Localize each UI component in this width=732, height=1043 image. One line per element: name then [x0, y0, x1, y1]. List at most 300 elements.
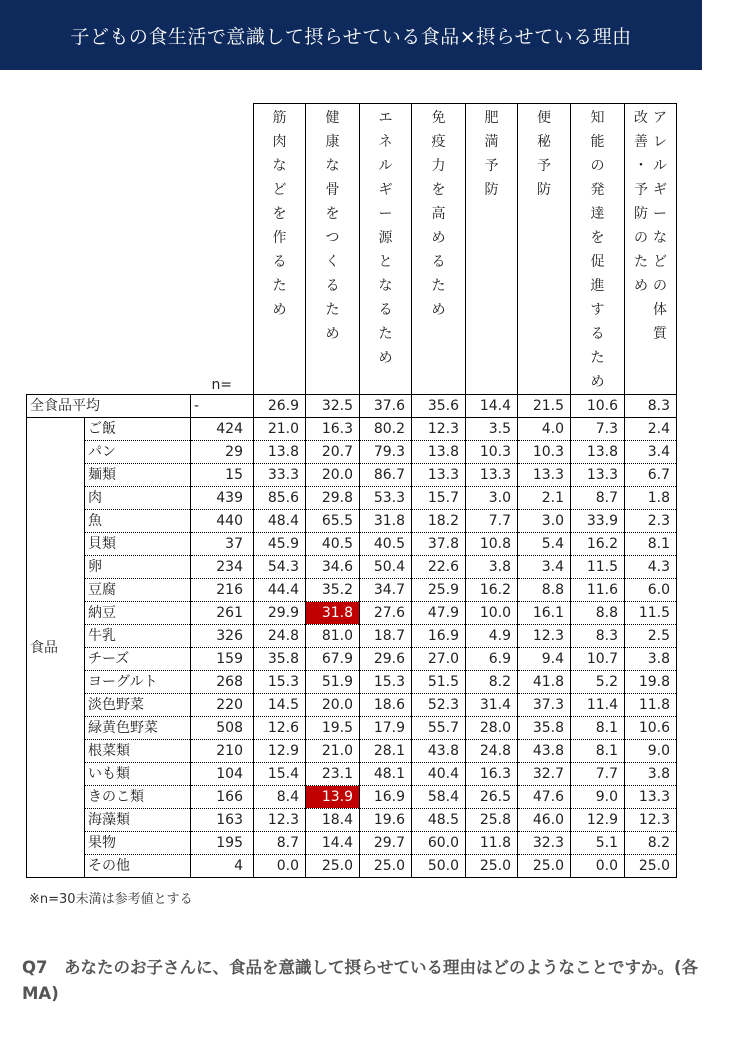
percent-value: 4.3	[625, 556, 677, 579]
percent-value: 11.8	[625, 694, 677, 717]
percent-value: 35.8	[518, 717, 571, 740]
percent-value: 47.6	[518, 786, 571, 809]
average-value: 21.5	[518, 395, 571, 418]
percent-value: 43.8	[518, 740, 571, 763]
page-title: 子どもの食生活で意識して摂らせている食品×摂らせている理由	[70, 25, 632, 48]
column-header-char: 康	[325, 134, 340, 150]
percent-value: 34.6	[306, 556, 360, 579]
percent-value: 79.3	[360, 441, 412, 464]
percent-value: 12.9	[254, 740, 306, 763]
percent-value: 3.8	[625, 648, 677, 671]
percent-value: 2.3	[625, 510, 677, 533]
percent-value: 3.8	[466, 556, 518, 579]
percent-value: 16.9	[412, 625, 466, 648]
column-header-char: つ	[325, 230, 340, 246]
percent-value: 6.7	[625, 464, 677, 487]
percent-value: 52.3	[412, 694, 466, 717]
column-header-char: 能	[590, 134, 605, 150]
column-header-text	[466, 104, 517, 202]
column-header-char: 骨	[325, 182, 340, 198]
food-label: ご飯	[85, 418, 191, 441]
percent-value: 8.8	[571, 602, 625, 625]
n-label: n=	[191, 104, 254, 395]
column-header-char: 予	[537, 158, 551, 174]
percent-value: 20.7	[306, 441, 360, 464]
column-header-char: 肥	[484, 110, 499, 126]
column-header-char: 高	[431, 206, 446, 222]
column-header-char: ネ	[378, 134, 393, 150]
column-header	[412, 104, 466, 395]
percent-value: 11.5	[625, 602, 677, 625]
percent-value: 25.0	[466, 855, 518, 878]
percent-value: 54.3	[254, 556, 306, 579]
footnote: ※n=30未満は参考値とする	[29, 892, 193, 907]
column-header-char: め	[431, 230, 446, 246]
percent-value: 5.2	[571, 671, 625, 694]
highlighted-value: 31.8	[306, 602, 360, 625]
percent-value: 18.6	[360, 694, 412, 717]
column-header-char: す	[590, 302, 605, 318]
percent-value: 20.0	[306, 464, 360, 487]
percent-value: 51.9	[306, 671, 360, 694]
sample-size: 440	[191, 510, 254, 533]
percent-value: 28.0	[466, 717, 518, 740]
column-header-char: 力	[431, 158, 446, 174]
food-label: 麺類	[85, 464, 191, 487]
column-header-char: を	[272, 206, 287, 222]
percent-value: 81.0	[306, 625, 360, 648]
percent-value: 3.4	[625, 441, 677, 464]
percent-value: 12.3	[518, 625, 571, 648]
sample-size: 439	[191, 487, 254, 510]
percent-value: 3.8	[625, 763, 677, 786]
percent-value: 33.9	[571, 510, 625, 533]
column-header	[466, 104, 518, 395]
percent-value: 7.3	[571, 418, 625, 441]
percent-value: 7.7	[466, 510, 518, 533]
sample-size: 326	[191, 625, 254, 648]
column-header-text	[360, 104, 411, 370]
percent-value: 3.0	[518, 510, 571, 533]
column-header-char: 肉	[272, 134, 287, 150]
column-header-char: の	[634, 230, 648, 246]
percent-value: 18.2	[412, 510, 466, 533]
percent-value: 19.8	[625, 671, 677, 694]
percent-value: 32.7	[518, 763, 571, 786]
column-header-line	[377, 106, 395, 370]
percent-value: 37.8	[412, 533, 466, 556]
percent-value: 5.1	[571, 832, 625, 855]
column-header-char: 質	[653, 326, 667, 342]
percent-value: 10.3	[466, 441, 518, 464]
column-header-text	[518, 104, 570, 202]
column-header-char: 筋	[272, 110, 287, 126]
sample-size: 166	[191, 786, 254, 809]
percent-value: 19.5	[306, 717, 360, 740]
percent-value: 33.3	[254, 464, 306, 487]
sample-size: 29	[191, 441, 254, 464]
percent-value: 12.6	[254, 717, 306, 740]
percent-value: 53.3	[360, 487, 412, 510]
column-header-char: を	[590, 230, 605, 246]
column-header-text	[306, 104, 359, 346]
food-label: ヨーグルト	[85, 671, 191, 694]
column-header	[518, 104, 571, 395]
column-header-char: ア	[653, 110, 667, 126]
food-label: 卵	[85, 556, 191, 579]
percent-value: 1.8	[625, 487, 677, 510]
percent-value: 6.9	[466, 648, 518, 671]
percent-value: 8.1	[625, 533, 677, 556]
average-value: 14.4	[466, 395, 518, 418]
percent-value: 17.9	[360, 717, 412, 740]
table-row	[27, 809, 677, 832]
table-row	[27, 602, 677, 625]
percent-value: 13.8	[412, 441, 466, 464]
column-header	[571, 104, 625, 395]
column-header-char: る	[272, 254, 287, 270]
column-header-char: ・	[634, 158, 648, 174]
percent-value: 11.6	[571, 579, 625, 602]
column-header-char: た	[272, 278, 287, 294]
percent-value: 15.3	[254, 671, 306, 694]
percent-value: 9.0	[625, 740, 677, 763]
column-header-char: た	[325, 302, 340, 318]
percent-value: 85.6	[254, 487, 306, 510]
column-header-char: 秘	[537, 134, 551, 150]
food-label: 淡色野菜	[85, 694, 191, 717]
percent-value: 45.9	[254, 533, 306, 556]
column-header-char: め	[590, 374, 605, 390]
sample-size: 424	[191, 418, 254, 441]
table-row	[27, 717, 677, 740]
food-label: いも類	[85, 763, 191, 786]
percent-value: 0.0	[254, 855, 306, 878]
percent-value: 12.9	[571, 809, 625, 832]
percent-value: 10.0	[466, 602, 518, 625]
percent-value: 25.0	[518, 855, 571, 878]
sample-size: 195	[191, 832, 254, 855]
food-label: 海藻類	[85, 809, 191, 832]
percent-value: 25.0	[360, 855, 412, 878]
column-header-char: ル	[653, 158, 667, 174]
column-header-char: 体	[653, 302, 667, 318]
percent-value: 21.0	[306, 740, 360, 763]
percent-value: 25.0	[625, 855, 677, 878]
percent-value: 43.8	[412, 740, 466, 763]
percent-value: 31.8	[360, 510, 412, 533]
question-text: Q7 あなたのお子さんに、食品を意識して摂らせている理由はどのようなことですか。(各MA)	[22, 958, 699, 1003]
percent-value: 8.1	[571, 717, 625, 740]
percent-value: 31.4	[466, 694, 518, 717]
column-header-line	[271, 106, 289, 322]
percent-value: 26.5	[466, 786, 518, 809]
percent-value: 8.7	[254, 832, 306, 855]
percent-value: 8.7	[571, 487, 625, 510]
column-header-char: 達	[590, 206, 605, 222]
percent-value: 3.0	[466, 487, 518, 510]
sample-size: 37	[191, 533, 254, 556]
column-header-char: を	[325, 206, 340, 222]
column-header-char: め	[634, 278, 648, 294]
percent-value: 13.3	[571, 464, 625, 487]
percent-value: 3.5	[466, 418, 518, 441]
column-header-line	[632, 106, 650, 346]
column-header-char: め	[272, 302, 287, 318]
food-label: 豆腐	[85, 579, 191, 602]
column-header-char: め	[378, 350, 393, 366]
column-header-line	[651, 106, 669, 346]
percent-value: 22.6	[412, 556, 466, 579]
percent-value: 60.0	[412, 832, 466, 855]
column-header	[254, 104, 306, 395]
food-label: 貝類	[85, 533, 191, 556]
percent-value: 65.5	[306, 510, 360, 533]
column-header-text	[412, 104, 465, 322]
table-row	[27, 464, 677, 487]
percent-value: 12.3	[625, 809, 677, 832]
column-header-char: ー	[378, 206, 393, 222]
table-row	[27, 763, 677, 786]
percent-value: 50.4	[360, 556, 412, 579]
percent-value: 12.3	[412, 418, 466, 441]
percent-value: 11.8	[466, 832, 518, 855]
percent-value: 0.0	[571, 855, 625, 878]
average-label: 全食品平均	[27, 395, 191, 418]
sample-size: 15	[191, 464, 254, 487]
sample-size: 163	[191, 809, 254, 832]
percent-value: 8.3	[571, 625, 625, 648]
table-row	[27, 556, 677, 579]
column-header-char: 健	[325, 110, 340, 126]
percent-value: 10.8	[466, 533, 518, 556]
column-header-char: た	[634, 254, 648, 270]
percent-value: 16.2	[466, 579, 518, 602]
percent-value: 47.9	[412, 602, 466, 625]
percent-value: 4.9	[466, 625, 518, 648]
percent-value: 37.3	[518, 694, 571, 717]
percent-value: 2.1	[518, 487, 571, 510]
header-spacer	[27, 104, 191, 395]
percent-value: 13.3	[412, 464, 466, 487]
table-row	[27, 694, 677, 717]
percent-value: 3.4	[518, 556, 571, 579]
food-label: 根菜類	[85, 740, 191, 763]
percent-value: 16.1	[518, 602, 571, 625]
percent-value: 24.8	[254, 625, 306, 648]
percent-value: 48.1	[360, 763, 412, 786]
percent-value: 51.5	[412, 671, 466, 694]
column-header-char: た	[378, 326, 393, 342]
percent-value: 9.0	[571, 786, 625, 809]
column-header-char: 予	[634, 182, 648, 198]
percent-value: 11.4	[571, 694, 625, 717]
percent-value: 27.6	[360, 602, 412, 625]
table-row	[27, 671, 677, 694]
sample-size: 261	[191, 602, 254, 625]
percent-value: 29.9	[254, 602, 306, 625]
percent-value: 15.7	[412, 487, 466, 510]
percent-value: 11.5	[571, 556, 625, 579]
percent-value: 8.8	[518, 579, 571, 602]
percent-value: 29.8	[306, 487, 360, 510]
food-label: 魚	[85, 510, 191, 533]
column-header-char: な	[272, 158, 287, 174]
percent-value: 15.3	[360, 671, 412, 694]
food-label: きのこ類	[85, 786, 191, 809]
percent-value: 44.4	[254, 579, 306, 602]
percent-value: 13.8	[571, 441, 625, 464]
column-header-line	[535, 106, 553, 202]
percent-value: 4.0	[518, 418, 571, 441]
column-header-char: る	[590, 326, 605, 342]
column-header-char: の	[653, 278, 667, 294]
food-label: その他	[85, 855, 191, 878]
column-header-char: な	[653, 230, 667, 246]
column-header	[306, 104, 360, 395]
percent-value: 14.5	[254, 694, 306, 717]
food-label: 果物	[85, 832, 191, 855]
food-label: 牛乳	[85, 625, 191, 648]
column-header-char: 防	[484, 182, 499, 198]
sample-size: 4	[191, 855, 254, 878]
percent-value: 7.7	[571, 763, 625, 786]
column-header-char: め	[325, 326, 340, 342]
percent-value: 8.2	[625, 832, 677, 855]
average-value: 37.6	[360, 395, 412, 418]
page-title-banner	[0, 0, 702, 70]
percent-value: 5.4	[518, 533, 571, 556]
column-header-char: と	[378, 254, 393, 270]
table-row	[27, 510, 677, 533]
table-row	[27, 648, 677, 671]
table-row	[27, 487, 677, 510]
percent-value: 9.4	[518, 648, 571, 671]
percent-value: 67.9	[306, 648, 360, 671]
percent-value: 23.1	[306, 763, 360, 786]
percent-value: 40.5	[360, 533, 412, 556]
percent-value: 19.6	[360, 809, 412, 832]
column-header-char: 疫	[431, 134, 446, 150]
percent-value: 18.4	[306, 809, 360, 832]
percent-value: 50.0	[412, 855, 466, 878]
percent-value: 2.5	[625, 625, 677, 648]
column-header-char: 防	[634, 206, 648, 222]
column-header-char: ギ	[378, 182, 393, 198]
percent-value: 8.4	[254, 786, 306, 809]
column-header-char: 源	[378, 230, 393, 246]
sample-size: 234	[191, 556, 254, 579]
column-header-char: ど	[272, 182, 287, 198]
percent-value: 8.2	[466, 671, 518, 694]
column-header-char: エ	[378, 110, 393, 126]
percent-value: 46.0	[518, 809, 571, 832]
percent-value: 32.3	[518, 832, 571, 855]
table-row	[27, 418, 677, 441]
sample-size: 104	[191, 763, 254, 786]
column-header-char: 改	[634, 110, 648, 126]
table-row	[27, 579, 677, 602]
percent-value: 21.0	[254, 418, 306, 441]
table-row	[27, 832, 677, 855]
percent-value: 13.3	[625, 786, 677, 809]
percent-value: 6.0	[625, 579, 677, 602]
column-header-char: 便	[537, 110, 551, 126]
percent-value: 25.0	[306, 855, 360, 878]
table-body	[27, 104, 677, 878]
percent-value: 48.5	[412, 809, 466, 832]
column-header-char: た	[431, 278, 446, 294]
percent-value: 29.6	[360, 648, 412, 671]
column-header-char: レ	[653, 134, 667, 150]
sample-size: 268	[191, 671, 254, 694]
percent-value: 80.2	[360, 418, 412, 441]
sample-size: 159	[191, 648, 254, 671]
sample-size: 508	[191, 717, 254, 740]
column-header	[625, 104, 677, 395]
percent-value: 29.7	[360, 832, 412, 855]
column-header-char: 促	[590, 254, 605, 270]
column-header-char: た	[590, 350, 605, 366]
percent-value: 48.4	[254, 510, 306, 533]
column-header-line	[589, 106, 607, 394]
percent-value: 16.2	[571, 533, 625, 556]
highlighted-value: 13.9	[306, 786, 360, 809]
sample-size: 210	[191, 740, 254, 763]
percent-value: 25.9	[412, 579, 466, 602]
percent-value: 28.1	[360, 740, 412, 763]
column-header-char: 免	[431, 110, 446, 126]
table-row	[27, 786, 677, 809]
column-header-char: ギ	[653, 182, 667, 198]
average-value: 26.9	[254, 395, 306, 418]
average-value: 35.6	[412, 395, 466, 418]
food-label: 納豆	[85, 602, 191, 625]
percent-value: 35.8	[254, 648, 306, 671]
group-label: 食品	[27, 418, 85, 878]
column-header-char: の	[590, 158, 605, 174]
column-header	[360, 104, 412, 395]
results-table	[26, 103, 677, 878]
percent-value: 10.3	[518, 441, 571, 464]
percent-value: 58.4	[412, 786, 466, 809]
percent-value: 12.3	[254, 809, 306, 832]
percent-value: 10.7	[571, 648, 625, 671]
sample-size: 220	[191, 694, 254, 717]
column-header-line	[483, 106, 501, 202]
percent-value: 55.7	[412, 717, 466, 740]
percent-value: 13.3	[466, 464, 518, 487]
average-n: -	[191, 395, 254, 418]
column-header-char: 進	[590, 278, 605, 294]
percent-value: 20.0	[306, 694, 360, 717]
percent-value: 15.4	[254, 763, 306, 786]
column-header-char: な	[325, 158, 340, 174]
percent-value: 16.3	[466, 763, 518, 786]
percent-value: 14.4	[306, 832, 360, 855]
column-header-line	[324, 106, 342, 346]
table-row	[27, 533, 677, 556]
column-header-char: る	[325, 278, 340, 294]
percent-value: 2.4	[625, 418, 677, 441]
column-header-char: る	[431, 254, 446, 270]
average-row	[27, 395, 677, 418]
table-row	[27, 625, 677, 648]
percent-value: 40.5	[306, 533, 360, 556]
average-value: 32.5	[306, 395, 360, 418]
column-header-line	[430, 106, 448, 322]
percent-value: 18.7	[360, 625, 412, 648]
